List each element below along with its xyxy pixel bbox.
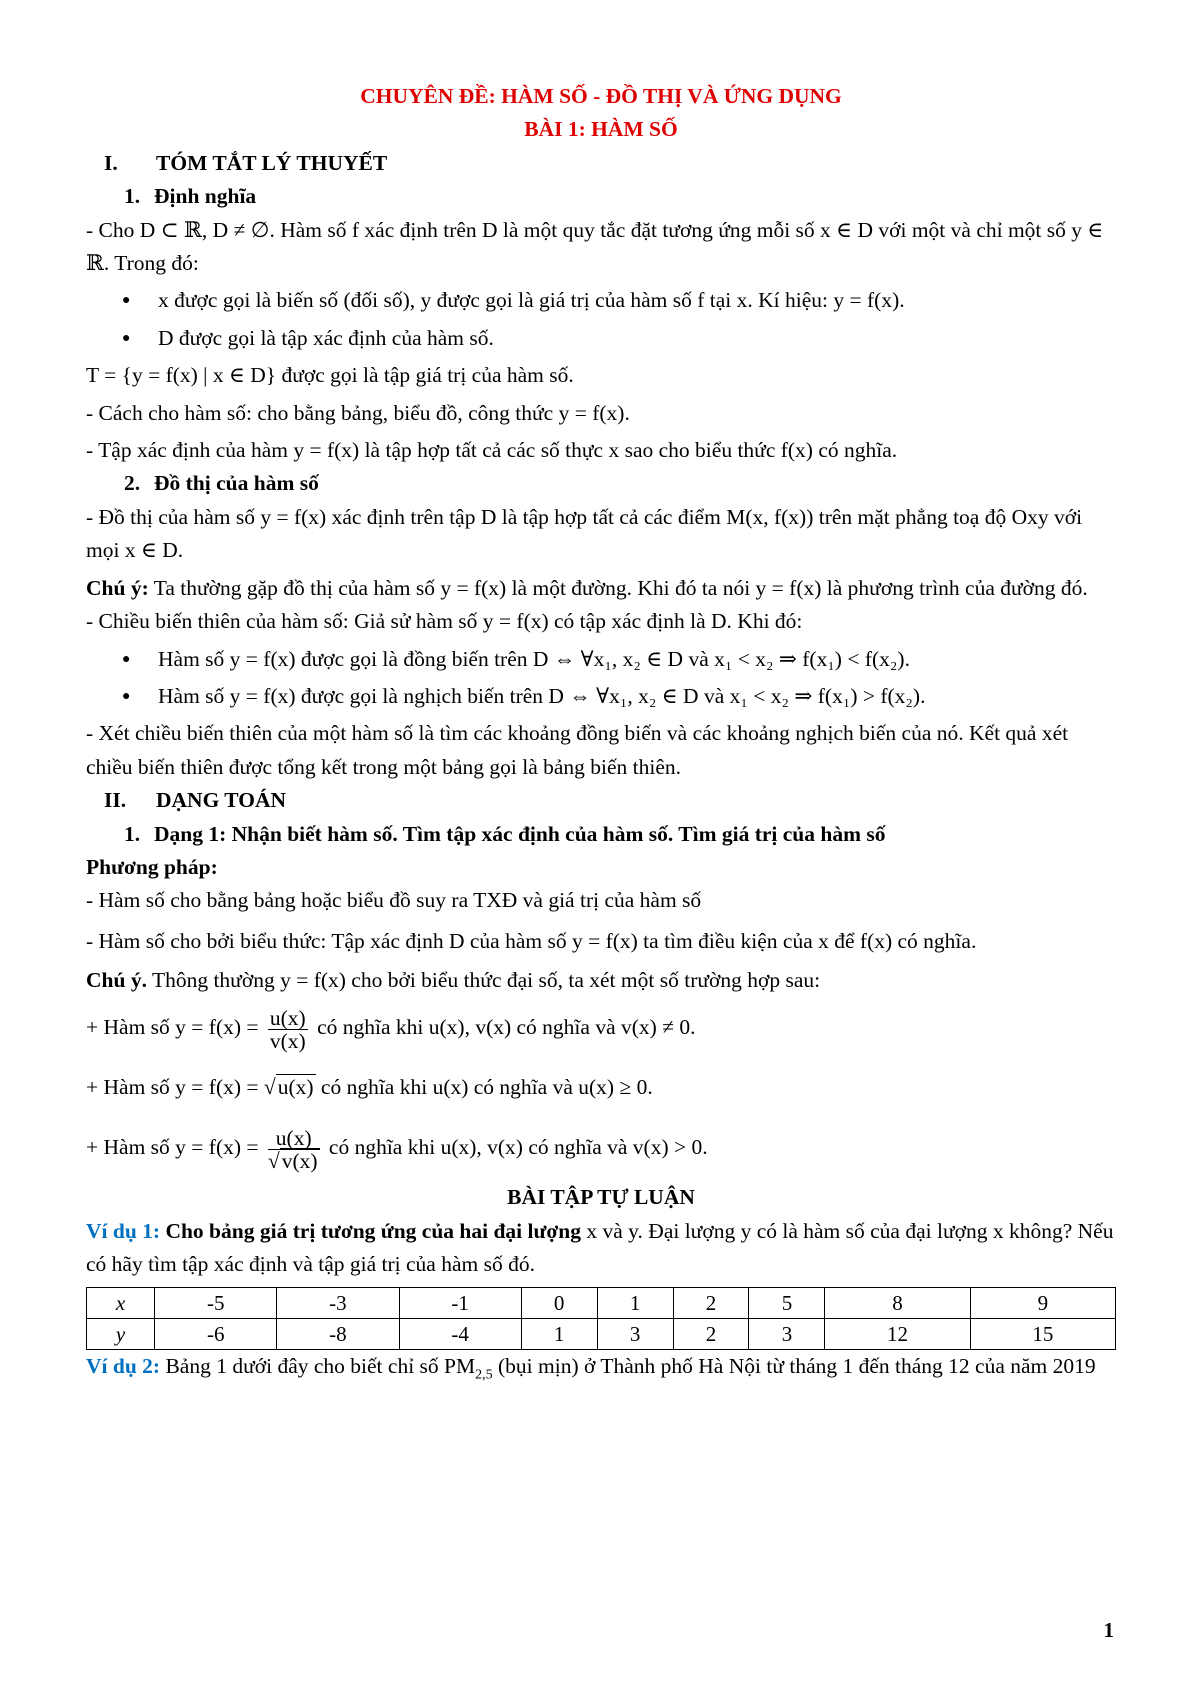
table-cell: -8 bbox=[277, 1319, 399, 1350]
case-condition: có nghĩa khi u(x) có nghĩa và u(x) ≥ 0. bbox=[315, 1075, 653, 1100]
range-definition: T = {y = f(x) | x ∈ D} được gọi là tập giá trị của hàm số. bbox=[86, 363, 574, 388]
monotone-paragraph: - Chiều biến thiên của hàm số: Giả sử hàm số y = f(x) có tập xác định là D. Khi đó: bbox=[86, 609, 803, 634]
table-cell: 0 bbox=[521, 1288, 597, 1319]
radicand: v(x) bbox=[281, 1148, 318, 1173]
subsection-number: 2. bbox=[124, 471, 141, 496]
fraction bbox=[268, 1127, 320, 1172]
case-sqrt bbox=[86, 1057, 1116, 1117]
table-cell: -4 bbox=[399, 1319, 521, 1350]
table-cell: 1 bbox=[521, 1319, 597, 1350]
table-cell: 2 bbox=[673, 1288, 749, 1319]
values-table bbox=[86, 1287, 1116, 1350]
case-prefix: + Hàm số y = f(x) = bbox=[86, 1015, 264, 1040]
table-cell: 1 bbox=[597, 1288, 673, 1319]
fraction bbox=[268, 1007, 308, 1052]
fraction-denominator: v(x) bbox=[269, 1028, 306, 1053]
note-label: Chú ý: bbox=[86, 575, 149, 600]
page-number: 1 bbox=[1103, 1618, 1114, 1642]
subsection-title: Đồ thị của hàm số bbox=[154, 471, 319, 496]
table-cell: 3 bbox=[749, 1319, 825, 1350]
table-cell: 12 bbox=[825, 1319, 970, 1350]
case-prefix: + Hàm số y = f(x) = bbox=[86, 1135, 264, 1160]
section-heading-2 bbox=[104, 784, 1116, 817]
case-condition: có nghĩa khi u(x), v(x) có nghĩa và v(x) > 0. bbox=[323, 1135, 708, 1160]
section-title: TÓM TẮT LÝ THUYẾT bbox=[156, 150, 388, 175]
root-symbol: √ bbox=[267, 1148, 280, 1173]
method-label: Phương pháp: bbox=[86, 854, 218, 879]
subsection-number: 1. bbox=[124, 184, 141, 209]
example-2 bbox=[86, 1350, 1116, 1392]
subsection-heading-type1 bbox=[124, 818, 1116, 851]
subsection-title: Dạng 1: Nhận biết hàm số. Tìm tập xác định của hàm số. Tìm giá trị của hàm số bbox=[154, 821, 886, 846]
lesson-title: BÀI 1: HÀM SỐ bbox=[524, 117, 678, 142]
note-text: Thông thường y = f(x) cho bởi biểu thức đại số, ta xét một số trường hợp sau: bbox=[146, 967, 821, 992]
exercises-title: BÀI TẬP TỰ LUẬN bbox=[507, 1185, 695, 1210]
case-prefix: + Hàm số y = f(x) = √ bbox=[86, 1075, 276, 1100]
example-label: Ví dụ 2: bbox=[86, 1354, 161, 1379]
example-text: x và y. Đại lượng y có là hàm số của đại lượng x không? Nếu có hãy tìm tập xác định và tập giá trị của hàm số đó. bbox=[86, 1218, 1114, 1276]
note-text: Ta thường gặp đồ thị của hàm số y = f(x) là một đường. Khi đó ta nói y = f(x) là phương trình của đường đó. bbox=[148, 575, 1088, 600]
table-row-x bbox=[87, 1288, 1116, 1319]
bullet-decreasing: ● Hàm số y = f(x) được gọi là nghịch biến trên D ⇔ ∀x₁, x₂ ∈ D và x₁ < x₂ ⇒ f(x₁) > f(x₂). bbox=[86, 680, 1116, 713]
fraction-numerator: u(x) bbox=[268, 1127, 320, 1150]
domain-paragraph: - Tập xác định của hàm y = f(x) là tập hợp tất cả các số thực x sao cho biểu thức f(x) có nghĩa. bbox=[86, 438, 898, 463]
example-text: Bảng 1 dưới đây cho biết chỉ số PM bbox=[160, 1354, 476, 1379]
note-label: Chú ý. bbox=[86, 967, 147, 992]
subsection-number: 1. bbox=[124, 821, 141, 846]
fraction-denominator bbox=[268, 1150, 320, 1172]
table-cell: 8 bbox=[825, 1288, 970, 1319]
subsection-title: Định nghĩa bbox=[154, 184, 257, 209]
method-line-2: - Hàm số cho bởi biểu thức: Tập xác định D của hàm số y = f(x) ta tìm điều kiện của x để f(x) có nghĩa. bbox=[86, 928, 977, 953]
table-cell: -6 bbox=[155, 1319, 277, 1350]
table-cell: 5 bbox=[749, 1288, 825, 1319]
method-line-1: - Hàm số cho bằng bảng hoặc biểu đồ suy ra TXĐ và giá trị của hàm số bbox=[86, 888, 702, 913]
variation-paragraph: - Xét chiều biến thiên của một hàm số là tìm các khoảng đồng biến và các khoảng nghịch biến của nó. Kết quả xét chiều biến thiên được tổng kết trong một bảng gọi là bảng biến thiên. bbox=[86, 721, 1069, 779]
graph-paragraph: - Đồ thị của hàm số y = f(x) xác định trên tập D là tập hợp tất cả các điểm M(x, f(x)) trên mặt phẳng toạ độ Oxy với mọi x ∈ D. bbox=[86, 504, 1083, 563]
bullet-variable: ● x được gọi là biến số (đối số), y được gọi là giá trị của hàm số f tại x. Kí hiệu: y = f(x). bbox=[86, 284, 1116, 317]
table-cell: -5 bbox=[155, 1288, 277, 1319]
example-text-cont: (bụi mịn) ở Thành phố Hà Nội từ tháng 1 đến tháng 12 của năm 2019 bbox=[492, 1354, 1096, 1379]
subsection-heading-definition bbox=[124, 180, 1116, 213]
table-cell: 9 bbox=[970, 1288, 1115, 1319]
section-title: DẠNG TOÁN bbox=[156, 788, 287, 813]
example-1 bbox=[86, 1215, 1116, 1282]
subsection-heading-graph bbox=[124, 467, 1116, 500]
table-cell: 2 bbox=[673, 1319, 749, 1350]
table-cell: 15 bbox=[970, 1319, 1115, 1350]
section-number: II. bbox=[104, 788, 127, 813]
fraction-numerator: u(x) bbox=[269, 1005, 306, 1030]
row-header-x: x bbox=[87, 1288, 155, 1319]
section-number: I. bbox=[104, 150, 118, 175]
pm-subscript: 2,5 bbox=[475, 1367, 493, 1383]
table-cell: -1 bbox=[399, 1288, 521, 1319]
definition-paragraph: - Cho D ⊂ ℝ, D ≠ ∅. Hàm số f xác định trên D là một quy tắc đặt tương ứng mỗi số x ∈ D với một và chỉ một số y ∈ ℝ. Trong đó: bbox=[86, 217, 1104, 276]
case-fraction-sqrt bbox=[86, 1117, 1116, 1177]
table-cell: -3 bbox=[277, 1288, 399, 1319]
ways-paragraph: - Cách cho hàm số: cho bằng bảng, biểu đồ, công thức y = f(x). bbox=[86, 400, 630, 425]
example-label: Ví dụ 1: bbox=[86, 1218, 161, 1243]
doc-title: CHUYÊN ĐỀ: HÀM SỐ - ĐỒ THỊ VÀ ỨNG DỤNG bbox=[360, 84, 842, 108]
method-note bbox=[86, 964, 1116, 997]
row-header-y: y bbox=[87, 1319, 155, 1350]
table-row-y bbox=[87, 1319, 1116, 1350]
bullet-domain: ● D được gọi là tập xác định của hàm số. bbox=[86, 322, 1116, 355]
bullet-increasing: ● Hàm số y = f(x) được gọi là đồng biến trên D ⇔ ∀x₁, x₂ ∈ D và x₁ < x₂ ⇒ f(x₁) < f(x₂). bbox=[86, 643, 1116, 676]
note-paragraph bbox=[86, 572, 1116, 605]
page-content bbox=[86, 80, 1116, 1392]
case-fraction bbox=[86, 997, 1116, 1057]
radicand: u(x) bbox=[277, 1075, 314, 1100]
example-bold-text: Cho bảng giá trị tương ứng của hai đại lượng bbox=[160, 1218, 582, 1243]
case-condition: có nghĩa khi u(x), v(x) có nghĩa và v(x) ≠ 0. bbox=[311, 1015, 696, 1040]
table-cell: 3 bbox=[597, 1319, 673, 1350]
section-heading-1 bbox=[104, 147, 1116, 180]
